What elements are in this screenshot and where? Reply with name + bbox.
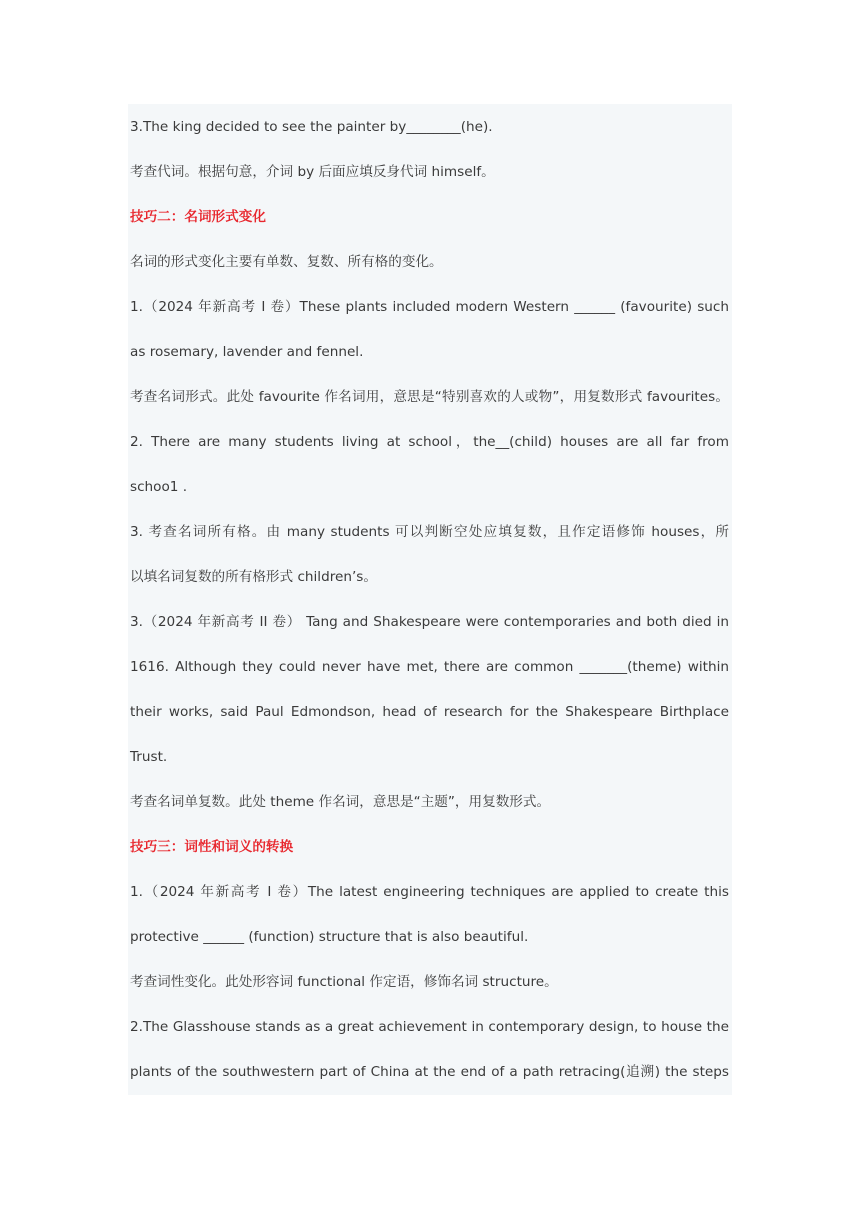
section-heading: 技巧三：词性和词义的转换 bbox=[130, 839, 294, 855]
text-line: 考查代词。根据句意，介词 by 后面应填反身代词 himself。 bbox=[130, 164, 495, 180]
text-line: Trust. bbox=[130, 749, 168, 765]
text-line: 考查名词单复数。此处 theme 作名词，意思是“主题”，用复数形式。 bbox=[130, 794, 551, 810]
section-heading: 技巧二：名词形式变化 bbox=[130, 209, 266, 225]
document-content bbox=[128, 104, 732, 1095]
text-line: 以填名词复数的所有格形式 children’s。 bbox=[130, 569, 377, 585]
text-line: as rosemary, lavender and fennel. bbox=[130, 344, 364, 360]
text-line: 3.The king decided to see the painter by________(he). bbox=[130, 119, 493, 135]
text-line: 3.（2024 年新高考 II 卷） Tang and Shakespeare were contemporaries and both died in bbox=[130, 614, 729, 630]
text-line: 名词的形式变化主要有单数、复数、所有格的变化。 bbox=[130, 254, 443, 270]
text-line: plants of the southwestern part of China at the end of a path retracing(追溯) the steps bbox=[130, 1064, 729, 1080]
text-line: schoo1 . bbox=[130, 479, 188, 495]
text-line: their works, said Paul Edmondson, head of research for the Shakespeare Birthplace bbox=[130, 704, 729, 720]
text-line: 1616. Although they could never have met, there are common _______(theme) within bbox=[130, 659, 729, 675]
text-line: 2. There are many students living at school，the__(child) houses are all far from bbox=[130, 434, 729, 450]
text-line: 考查名词形式。此处 favourite 作名词用，意思是“特别喜欢的人或物”，用复数形式 favourites。 bbox=[130, 389, 729, 405]
text-line: 1.（2024 年新高考 I 卷）The latest engineering techniques are applied to create this bbox=[130, 884, 729, 900]
text-line: 3. 考查名词所有格。由 many students 可以判断空处应填复数，且作定语修饰 houses，所 bbox=[130, 524, 729, 540]
text-line: 考查词性变化。此处形容词 functional 作定语，修饰名词 structure。 bbox=[130, 974, 558, 990]
text-line: 1.（2024 年新高考 I 卷）These plants included modern Western ______ (favourite) such bbox=[130, 299, 729, 315]
text-line: 2.The Glasshouse stands as a great achievement in contemporary design, to house the bbox=[130, 1019, 729, 1035]
text-line: protective ______ (function) structure that is also beautiful. bbox=[130, 929, 529, 945]
